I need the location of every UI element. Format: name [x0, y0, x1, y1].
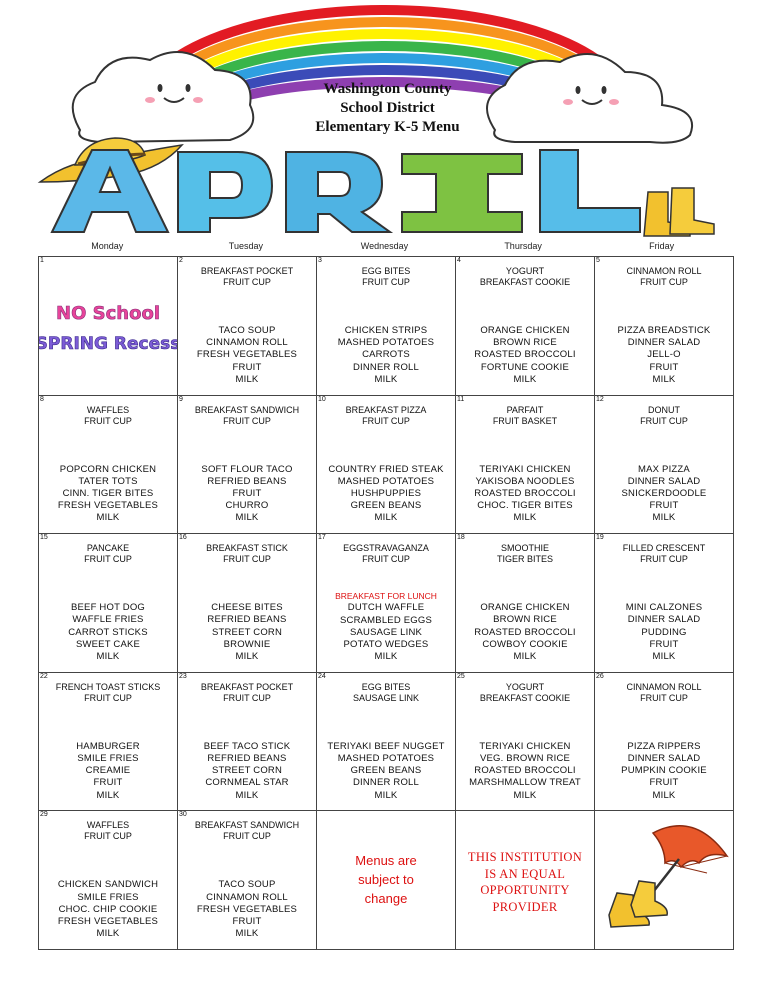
lunch-item: CORNMEAL STAR: [205, 777, 289, 789]
lunch-item: SMILE FRIES: [77, 752, 139, 764]
lunch-item: ROASTED BROCCOLI: [474, 488, 576, 499]
lunch-item: TACO SOUP: [218, 325, 276, 336]
lunch-item: CHICKEN STRIPS: [344, 325, 428, 336]
breakfast-menu: [595, 543, 733, 565]
rain-boots-icon: [644, 188, 714, 236]
spring-recess-text: SPRING Recess: [39, 334, 177, 354]
note-line: subject to: [358, 872, 414, 888]
lunch-menu: [178, 464, 316, 525]
lunch-item: PIZZA RIPPERS: [627, 740, 701, 752]
lunch-item: FRUIT: [649, 361, 679, 373]
menu-change-note: [317, 851, 455, 908]
lunch-item: MILK: [513, 512, 537, 524]
lunch-item: MILK: [235, 373, 259, 385]
breakfast-menu: [456, 543, 594, 565]
lunch-item: ROASTED BROCCOLI: [474, 626, 576, 638]
day-cell: [39, 672, 178, 811]
breakfast-item: FRENCH TOAST STICKS: [55, 681, 161, 692]
breakfast-menu: [317, 266, 455, 288]
lunch-item: MILK: [96, 512, 120, 524]
lunch-item: ROASTED BROCCOLI: [474, 349, 576, 361]
lunch-item: CINNAMON ROLL: [206, 337, 288, 349]
breakfast-menu: [39, 405, 177, 427]
day-cell: [595, 534, 734, 673]
district-title: [280, 80, 495, 137]
lunch-item: POTATO WEDGES: [343, 639, 429, 650]
breakfast-item: EGG BITES: [361, 266, 411, 276]
date-number: 24: [318, 672, 326, 680]
menu-calendar: [38, 256, 734, 950]
lunch-item: COUNTRY FRIED STEAK: [328, 463, 444, 475]
lunch-item: MASHED POTATOES: [337, 475, 435, 487]
day-cell: [178, 257, 317, 396]
lunch-item: STREET CORN: [211, 765, 283, 777]
lunch-item: TACO SOUP: [218, 879, 276, 891]
breakfast-menu: [39, 820, 177, 842]
breakfast-item: EGG BITES: [361, 681, 411, 692]
date-number: 4: [457, 257, 461, 264]
breakfast-menu: [317, 543, 455, 565]
lunch-item: YAKISOBA NOODLES: [475, 475, 575, 487]
breakfast-item: EGGSTRAVAGANZA: [343, 543, 429, 554]
lunch-menu: [317, 590, 455, 663]
lunch-item: REFRIED BEANS: [207, 614, 287, 626]
breakfast-menu: [595, 682, 733, 704]
breakfast-item: BREAKFAST SANDWICH: [194, 404, 300, 415]
date-number: 30: [179, 811, 187, 819]
lunch-item: MINI CALZONES: [625, 602, 703, 614]
date-number: 3: [318, 257, 322, 264]
lunch-item: MILK: [96, 651, 120, 662]
breakfast-item: FILLED CRESCENT: [622, 543, 706, 554]
day-header-monday: Monday: [91, 241, 124, 251]
title-line-1: Washington County: [323, 81, 452, 97]
lunch-item: SOFT FLOUR TACO: [201, 463, 293, 475]
day-cell: [178, 811, 317, 950]
lunch-item: PUDDING: [641, 626, 687, 638]
lunch-item: MILK: [235, 789, 259, 801]
day-cell: [456, 811, 595, 950]
lunch-item: CREAMIE: [85, 765, 131, 777]
date-number: 9: [179, 395, 183, 403]
lunch-item: VEG. BROWN RICE: [479, 752, 571, 764]
lunch-menu: [595, 602, 733, 663]
breakfast-item: BREAKFAST COOKIE: [479, 692, 571, 703]
breakfast-menu: [317, 405, 455, 427]
title-line-2: School District: [340, 100, 435, 116]
lunch-item: WAFFLE FRIES: [72, 614, 144, 626]
breakfast-item: FRUIT CUP: [640, 554, 688, 565]
day-cell: [317, 395, 456, 534]
lunch-menu: [178, 741, 316, 802]
breakfast-item: FRUIT CUP: [84, 692, 132, 703]
date-number: 10: [318, 395, 326, 403]
lunch-menu: [456, 602, 594, 663]
statement-line: PROVIDER: [492, 899, 558, 914]
lunch-item: MILK: [235, 928, 259, 940]
breakfast-menu: [456, 266, 594, 288]
breakfast-menu: [317, 682, 455, 704]
date-number: 16: [179, 534, 187, 542]
breakfast-item: BREAKFAST PIZZA: [345, 404, 427, 415]
umbrella-boots-icon: [595, 811, 733, 953]
day-cell: [39, 811, 178, 950]
day-cell: [595, 811, 734, 950]
date-number: 5: [596, 257, 600, 264]
lunch-item: POPCORN CHICKEN: [59, 463, 157, 475]
day-cell: [317, 672, 456, 811]
lunch-item: FRUIT: [232, 361, 262, 373]
breakfast-menu: [39, 543, 177, 565]
lunch-item: FRESH VEGETABLES: [57, 500, 159, 512]
lunch-item: BEEF TACO STICK: [203, 740, 291, 752]
breakfast-menu: [178, 266, 316, 288]
lunch-item: DINNER SALAD: [627, 752, 701, 764]
lunch-item: PUMPKIN COOKIE: [621, 765, 707, 777]
breakfast-item: WAFFLES: [86, 404, 130, 415]
breakfast-menu: [178, 543, 316, 565]
statement-line: IS AN EQUAL: [484, 866, 566, 881]
day-cell: [456, 534, 595, 673]
date-number: 2: [179, 257, 183, 264]
lunch-menu: [178, 602, 316, 663]
date-number: 26: [596, 672, 604, 680]
day-cell: [317, 257, 456, 396]
date-number: 19: [596, 534, 604, 542]
date-number: 23: [179, 672, 187, 680]
lunch-note: BREAKFAST FOR LUNCH: [335, 591, 437, 602]
day-cell: [178, 395, 317, 534]
lunch-item: BEEF HOT DOG: [70, 602, 145, 614]
lunch-item: STREET CORN: [211, 626, 283, 638]
lunch-item: CHURRO: [225, 500, 269, 512]
lunch-item: CHEESE BITES: [211, 602, 283, 614]
lunch-item: MILK: [374, 512, 398, 524]
title-line-3: Elementary K-5 Menu: [315, 119, 460, 135]
breakfast-item: FRUIT CUP: [223, 831, 271, 842]
lunch-item: MILK: [513, 789, 537, 801]
statement-line: THIS INSTITUTION: [467, 850, 583, 865]
breakfast-item: FRUIT CUP: [362, 554, 410, 565]
week-row: [39, 672, 734, 811]
note-line: Menus are: [355, 853, 417, 869]
day-cell: [178, 534, 317, 673]
lunch-item: DINNER SALAD: [627, 337, 701, 349]
date-number: 17: [318, 534, 326, 542]
lunch-item: DINNER SALAD: [627, 614, 701, 626]
breakfast-item: WAFFLES: [86, 820, 130, 831]
lunch-item: MASHED POTATOES: [337, 752, 435, 764]
day-cell: [39, 257, 178, 396]
weekday-header: [38, 241, 731, 255]
breakfast-item: FRUIT CUP: [362, 277, 410, 287]
lunch-item: MILK: [96, 789, 120, 801]
breakfast-item: PANCAKE: [86, 543, 130, 554]
week-row: [39, 395, 734, 534]
date-number: 1: [40, 257, 44, 264]
lunch-item: TERIYAKI BEEF NUGGET: [327, 740, 445, 752]
breakfast-item: SAUSAGE LINK: [352, 692, 420, 703]
lunch-item: GREEN BEANS: [350, 500, 422, 512]
breakfast-item: FRUIT CUP: [223, 277, 271, 287]
lunch-item: PIZZA BREADSTICK: [617, 325, 711, 336]
lunch-item: ROASTED BROCCOLI: [474, 765, 576, 777]
lunch-item: CHOC. TIGER BITES: [477, 500, 573, 512]
lunch-item: MILK: [652, 512, 676, 524]
breakfast-item: FRUIT CUP: [84, 554, 132, 565]
lunch-item: FRUIT: [649, 638, 679, 650]
lunch-item: MILK: [374, 789, 398, 801]
equal-opportunity-statement: [456, 849, 594, 915]
lunch-menu: [595, 464, 733, 525]
breakfast-item: FRUIT CUP: [223, 554, 271, 565]
lunch-item: MILK: [235, 651, 259, 662]
day-cell: [595, 257, 734, 396]
day-cell: [317, 811, 456, 950]
lunch-item: MILK: [235, 512, 259, 524]
lunch-menu: [456, 741, 594, 802]
lunch-item: TERIYAKI CHICKEN: [479, 463, 571, 475]
lunch-item: CARROTS: [362, 349, 410, 361]
lunch-item: CINN. TIGER BITES: [62, 488, 154, 499]
lunch-item: SNICKERDOODLE: [621, 488, 707, 499]
day-cell: [595, 672, 734, 811]
statement-line: OPPORTUNITY: [480, 883, 570, 898]
lunch-item: COWBOY COOKIE: [482, 638, 568, 650]
lunch-item: CHICKEN SANDWICH: [57, 879, 159, 891]
date-number: 8: [40, 395, 44, 403]
lunch-item: ORANGE CHICKEN: [480, 602, 570, 614]
day-cell: [178, 672, 317, 811]
week-row: [39, 811, 734, 950]
lunch-menu: [595, 325, 733, 386]
breakfast-item: CINNAMON ROLL: [626, 266, 702, 276]
breakfast-item: BREAKFAST COOKIE: [479, 277, 571, 287]
lunch-item: DUTCH WAFFLE: [347, 602, 425, 614]
lunch-item: FRUIT: [232, 488, 262, 499]
lunch-item: REFRIED BEANS: [207, 752, 287, 764]
date-number: 29: [40, 811, 48, 819]
lunch-item: BROWN RICE: [493, 614, 557, 626]
breakfast-item: BREAKFAST POCKET: [200, 681, 294, 692]
lunch-item: FRESH VEGETABLES: [196, 903, 298, 915]
lunch-menu: [456, 464, 594, 525]
day-header-thursday: Thursday: [504, 241, 542, 251]
lunch-item: MILK: [513, 373, 537, 385]
breakfast-item: FRUIT CUP: [362, 415, 410, 426]
date-number: 25: [457, 672, 465, 680]
lunch-item: MILK: [652, 651, 676, 662]
lunch-menu: [178, 879, 316, 940]
lunch-item: DINNER ROLL: [352, 361, 420, 373]
lunch-item: SCRAMBLED EGGS: [339, 614, 432, 626]
breakfast-item: FRUIT CUP: [223, 415, 271, 426]
breakfast-item: FRUIT BASKET: [492, 415, 558, 426]
breakfast-item: YOGURT: [505, 266, 545, 276]
breakfast-menu: [595, 266, 733, 288]
date-number: 18: [457, 534, 465, 542]
week-row: [39, 257, 734, 396]
breakfast-item: BREAKFAST STICK: [206, 543, 288, 554]
lunch-item: CARROT STICKS: [68, 626, 148, 638]
day-cell: [317, 534, 456, 673]
lunch-item: HUSHPUPPIES: [350, 488, 422, 499]
date-number: 12: [596, 395, 604, 403]
day-header-friday: Friday: [649, 241, 675, 251]
week-row: [39, 534, 734, 673]
lunch-menu: [317, 325, 455, 386]
breakfast-menu: [178, 682, 316, 704]
lunch-menu: [317, 741, 455, 802]
lunch-menu: [178, 325, 316, 386]
breakfast-item: YOGURT: [505, 681, 545, 692]
lunch-item: ORANGE CHICKEN: [480, 325, 570, 336]
lunch-item: FRUIT: [649, 777, 679, 789]
lunch-item: SWEET CAKE: [75, 638, 141, 650]
lunch-item: GREEN BEANS: [350, 765, 422, 777]
breakfast-item: SMOOTHIE: [500, 543, 549, 554]
breakfast-item: FRUIT CUP: [640, 277, 688, 287]
breakfast-menu: [178, 820, 316, 842]
lunch-item: MILK: [374, 373, 398, 385]
lunch-item: DINNER SALAD: [627, 475, 701, 487]
lunch-item: MILK: [652, 789, 676, 801]
breakfast-item: FRUIT CUP: [640, 692, 688, 703]
day-cell: [456, 395, 595, 534]
breakfast-item: FRUIT CUP: [84, 415, 132, 426]
lunch-item: MILK: [652, 373, 676, 385]
day-cell: [39, 534, 178, 673]
lunch-menu: [39, 741, 177, 802]
lunch-item: MARSHMALLOW TREAT: [469, 777, 581, 789]
breakfast-menu: [39, 682, 177, 704]
breakfast-item: DONUT: [648, 404, 680, 415]
day-cell: [39, 395, 178, 534]
lunch-item: MASHED POTATOES: [337, 337, 435, 349]
breakfast-item: FRUIT CUP: [84, 831, 132, 842]
breakfast-item: BREAKFAST SANDWICH: [194, 820, 300, 831]
lunch-item: FORTUNE COOKIE: [480, 361, 570, 373]
lunch-item: JELL-O: [647, 349, 681, 361]
breakfast-item: FRUIT CUP: [223, 692, 271, 703]
day-header-tuesday: Tuesday: [228, 241, 263, 251]
no-school-text: NO School: [56, 303, 160, 324]
lunch-item: REFRIED BEANS: [207, 475, 287, 487]
breakfast-item: PARFAIT: [506, 404, 544, 415]
breakfast-menu: [595, 405, 733, 427]
lunch-menu: [595, 741, 733, 802]
lunch-item: BROWNIE: [223, 638, 271, 650]
breakfast-item: TIGER BITES: [496, 554, 553, 565]
lunch-item: BROWN RICE: [493, 337, 557, 349]
date-number: 11: [457, 395, 465, 403]
lunch-item: TATER TOTS: [78, 475, 138, 487]
lunch-item: DINNER ROLL: [352, 777, 420, 789]
lunch-item: SAUSAGE LINK: [349, 626, 423, 638]
lunch-menu: [317, 464, 455, 525]
lunch-menu: [39, 464, 177, 525]
lunch-item: MILK: [513, 651, 537, 662]
lunch-item: FRESH VEGETABLES: [196, 349, 298, 361]
lunch-item: SMILE FRIES: [77, 891, 139, 903]
date-number: 22: [40, 672, 48, 680]
breakfast-item: CINNAMON ROLL: [626, 681, 702, 692]
lunch-item: HAMBURGER: [76, 740, 140, 752]
lunch-menu: [39, 879, 177, 940]
day-cell: [456, 672, 595, 811]
breakfast-menu: [178, 405, 316, 427]
lunch-item: TERIYAKI CHICKEN: [479, 740, 571, 752]
breakfast-menu: [456, 405, 594, 427]
breakfast-menu: [456, 682, 594, 704]
lunch-item: MILK: [374, 651, 398, 663]
lunch-menu: [456, 325, 594, 386]
lunch-menu: [39, 602, 177, 663]
date-number: 15: [40, 534, 48, 542]
lunch-item: CHOC. CHIP COOKIE: [58, 903, 158, 915]
lunch-item: FRUIT: [649, 500, 679, 512]
note-line: change: [364, 891, 408, 907]
day-cell: [595, 395, 734, 534]
no-school-graphic: [39, 295, 177, 370]
breakfast-item: FRUIT CUP: [640, 415, 688, 426]
lunch-item: FRUIT: [93, 777, 123, 789]
lunch-item: FRESH VEGETABLES: [57, 915, 159, 927]
lunch-item: CINNAMON ROLL: [206, 891, 288, 903]
day-cell: [456, 257, 595, 396]
lunch-item: MILK: [96, 928, 120, 940]
lunch-item: MAX PIZZA: [638, 463, 690, 475]
breakfast-item: BREAKFAST POCKET: [200, 266, 294, 276]
lunch-item: FRUIT: [232, 915, 262, 927]
day-header-wednesday: Wednesday: [360, 241, 409, 251]
